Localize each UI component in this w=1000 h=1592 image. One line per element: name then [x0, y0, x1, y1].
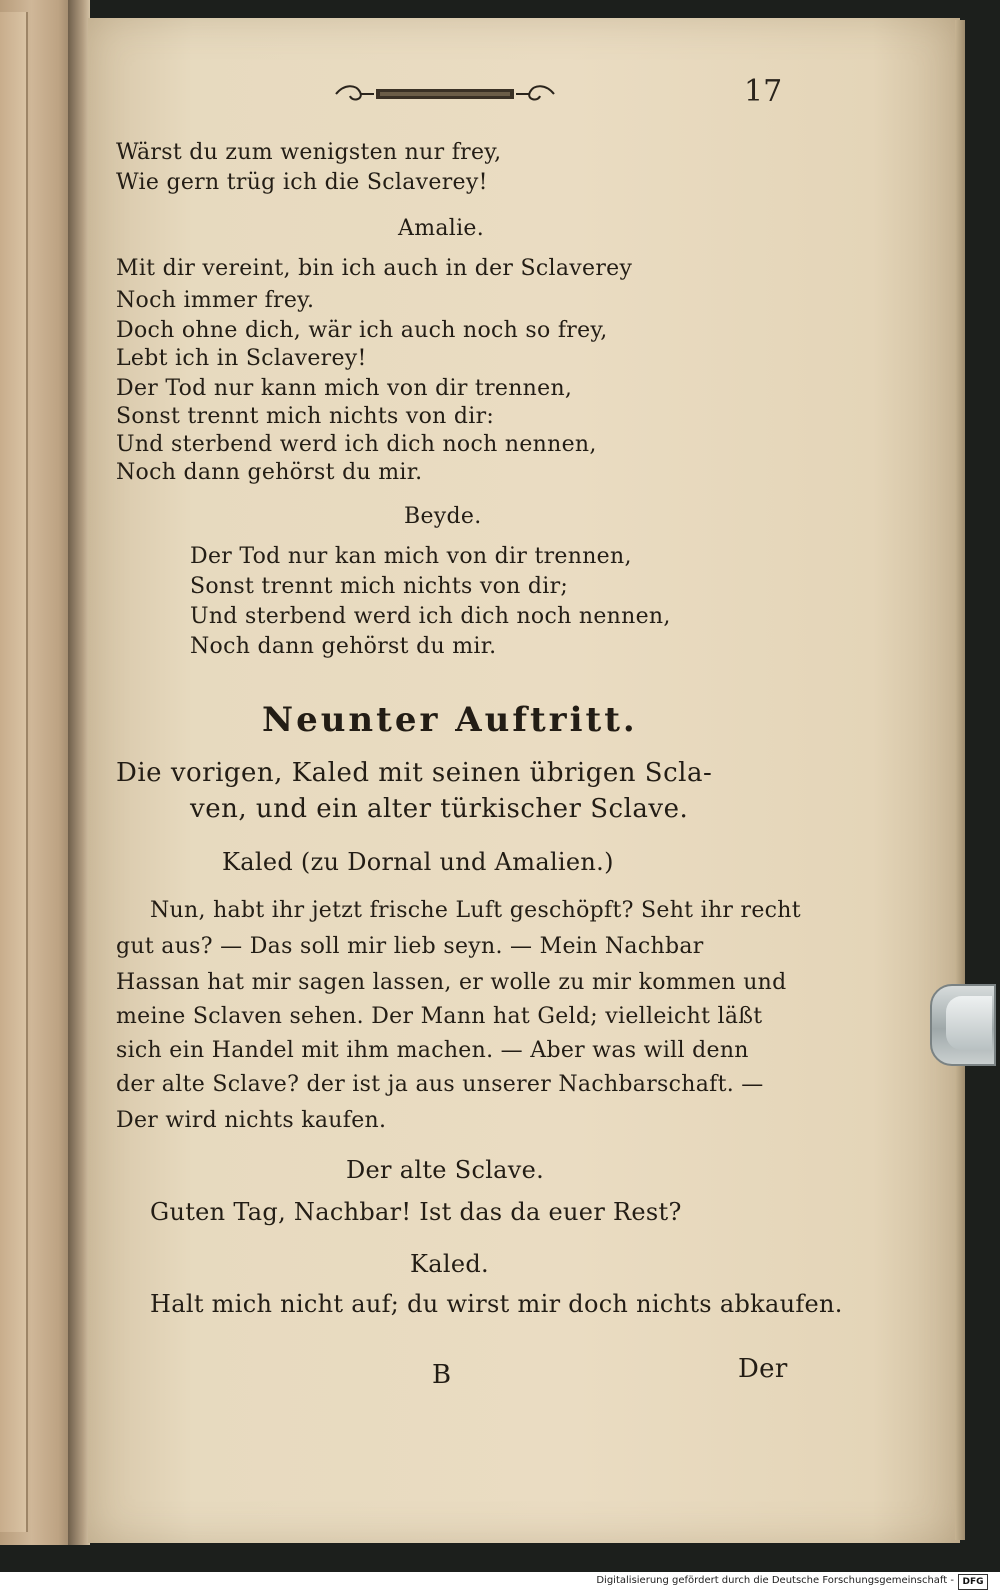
dfg-logo: DFG — [958, 1574, 988, 1590]
prose-line: Hassan hat mir sagen lassen, er wolle zu mir kommen und — [116, 970, 787, 995]
verse-line: Wärst du zum wenigsten nur frey, — [116, 140, 502, 165]
dialogue-line: Halt mich nicht auf; du wirst mir doch nichts abkaufen. — [150, 1290, 843, 1318]
verse-line: Und sterbend werd ich dich noch nennen, — [190, 604, 671, 629]
verse-line: Und sterbend werd ich dich noch nennen, — [116, 432, 597, 457]
verse-line: Noch dann gehörst du mir. — [190, 634, 497, 659]
signature-mark: B — [432, 1360, 452, 1390]
stage-direction-line: Die vorigen, Kaled mit seinen übrigen Scla- — [116, 758, 713, 788]
speaker-name: Der alte Sclave. — [346, 1156, 545, 1184]
verse-line: Noch dann gehörst du mir. — [116, 460, 423, 485]
page-number: 17 — [744, 74, 783, 109]
catchword: Der — [738, 1354, 788, 1384]
verse-line: Der Tod nur kan mich von dir trennen, — [190, 544, 632, 569]
scene-title: Neunter Auftritt. — [262, 700, 638, 740]
prose-line: Der wird nichts kaufen. — [116, 1108, 387, 1133]
dialogue-line: Guten Tag, Nachbar! Ist das da euer Rest? — [150, 1198, 682, 1226]
prose-line: Nun, habt ihr jetzt frische Luft geschöpft? Seht ihr recht — [150, 898, 801, 923]
prose-line: sich ein Handel mit ihm machen. — Aber was will denn — [116, 1038, 749, 1063]
verse-line: Noch immer frey. — [116, 288, 315, 313]
verse-line: Sonst trennt mich nichts von dir; — [190, 574, 569, 599]
speaker-name: Amalie. — [398, 216, 485, 241]
funding-notice: Digitalisierung gefördert durch die Deutsche Forschungsgemeinschaft - — [596, 1575, 954, 1586]
verse-line: Der Tod nur kann mich von dir trennen, — [116, 376, 573, 401]
prose-line: der alte Sclave? der ist ja aus unserer Nachbarschaft. — — [116, 1072, 764, 1097]
speaker-name: Kaled (zu Dornal und Amalien.) — [222, 848, 614, 876]
prose-line: gut aus? — Das soll mir lieb seyn. — Mein Nachbar — [116, 934, 704, 959]
speaker-name: Kaled. — [410, 1250, 489, 1278]
verse-line: Mit dir vereint, bin ich auch in der Sclaverey — [116, 256, 633, 281]
verse-line: Wie gern trüg ich die Sclaverey! — [116, 170, 488, 195]
prose-line: meine Sclaven sehen. Der Mann hat Geld; vielleicht läßt — [116, 1004, 763, 1029]
stage-direction-line: ven, und ein alter türkischer Sclave. — [190, 794, 689, 824]
verse-line: Lebt ich in Sclaverey! — [116, 346, 367, 371]
speaker-name: Beyde. — [404, 504, 482, 529]
verse-line: Sonst trennt mich nichts von dir: — [116, 404, 495, 429]
verse-line: Doch ohne dich, wär ich auch noch so frey, — [116, 318, 608, 343]
